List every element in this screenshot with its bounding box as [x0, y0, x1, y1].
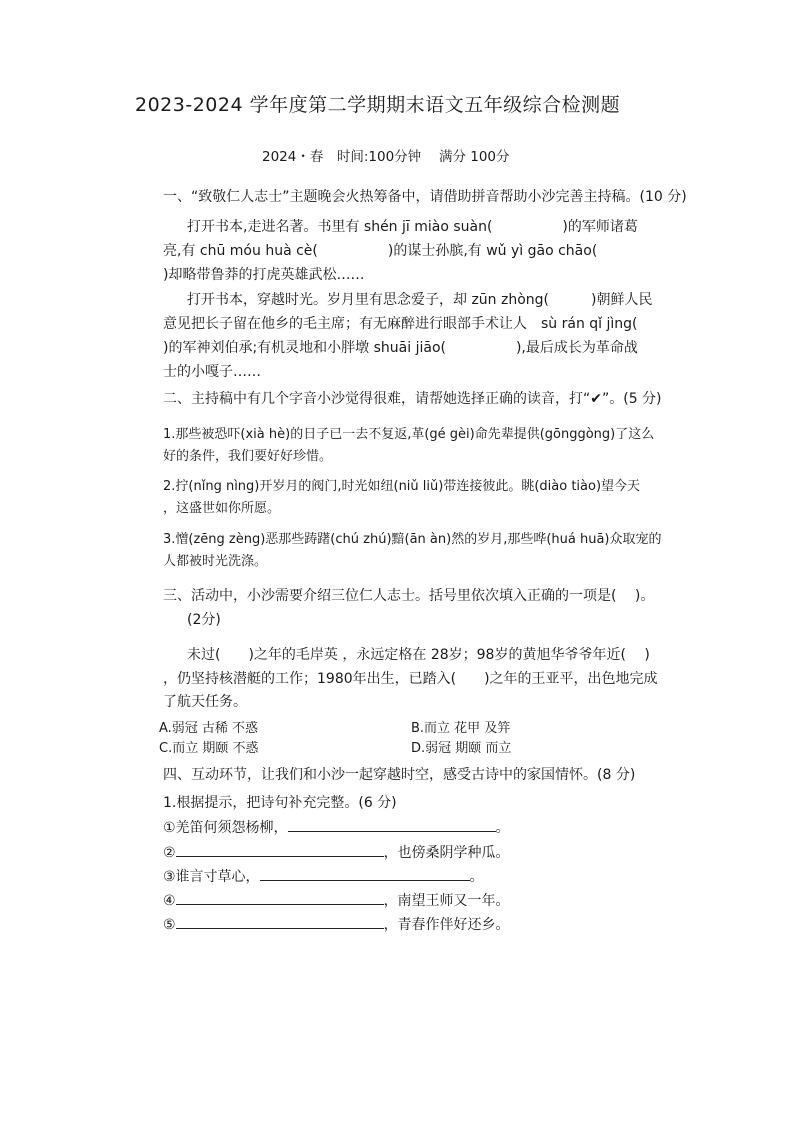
section-4-header: 四、互动环节，让我们和小沙一起穿越时空，感受古诗中的家国情怀。(8 分): [163, 767, 636, 783]
section-2-header: 二、主持稿中有几个字音小沙觉得很难，请帮她选择正确的读音，打“✔”。(5 分): [163, 391, 662, 407]
section-1-header: 一、“致敬仁人志士”主题晚会火热筹备中，请借助拼音帮助小沙完善主持稿。(10 分): [163, 189, 687, 205]
section-3-line: 未过( )之年的毛岸英 ，永远定格在 28岁；98岁的黄旭华爷爷年近( ): [187, 647, 650, 663]
section-2-item: 2.拧(nǐng nìng)开岁月的阀门,时光如纽(niǔ liǔ)带连接彼此。眺(diào tiào)望今天: [163, 479, 641, 494]
option-c[interactable]: C.而立 期颐 不惑: [159, 741, 259, 756]
answer-blank[interactable]: [176, 890, 384, 905]
section-2-item: 好的条件，我们要好好珍惜。: [163, 449, 333, 464]
exam-info: 2024・春 时间:100分钟 满分 100分: [262, 149, 510, 165]
option-d[interactable]: D.弱冠 期颐 而立: [411, 741, 512, 756]
answer-blank[interactable]: [176, 842, 384, 857]
option-b[interactable]: B.而立 花甲 及笄: [411, 721, 511, 736]
poem-line-5: ⑤ ，青春作伴好还乡。: [163, 914, 510, 935]
poem-line-4: ④ ，南望王师又一年。: [163, 890, 510, 911]
page-title: 2023-2024 学年度第二学期期末语文五年级综合检测题: [135, 94, 621, 116]
section-2-item: ，这盛世如你所愿。: [163, 501, 281, 516]
section-3-line: ，仍坚持核潜艇的工作；1980年出生，已踏入( )之年的王亚平，出色地完成: [163, 671, 658, 687]
section-1-line: 意见把长子留在他乡的毛主席；有无麻醉进行眼部手术让人 sù rán qǐ jìng(: [163, 316, 638, 332]
answer-blank[interactable]: [176, 914, 384, 929]
section-3-line: 了航天任务。: [163, 694, 247, 710]
answer-blank[interactable]: [260, 866, 470, 881]
section-2-item: 3.憎(zēng zèng)恶那些踌躇(chú zhú)黯(ān àn)然的岁月,那些哗(huá huā)众取宠的: [163, 532, 662, 547]
answer-blank[interactable]: [288, 817, 496, 832]
section-3-points: (2分): [187, 612, 221, 628]
section-1-line: )的军神刘伯承;有机灵地和小胖墩 shuāi jiāo( ),最后成长为革命战: [163, 340, 638, 356]
section-1-line: 打开书本,走进名著。书里有 shén jī miào suàn( )的军师诸葛: [187, 219, 638, 235]
section-3-header: 三、活动中，小沙需要介绍三位仁人志士。括号里依次填入正确的一项是( )。: [163, 588, 655, 604]
section-1-line: )却略带鲁莽的打虎英雄武松……: [163, 267, 365, 283]
poem-line-2: ② ，也傍桑阴学种瓜。: [163, 842, 510, 863]
option-a[interactable]: A.弱冠 古稀 不惑: [159, 721, 259, 736]
poem-line-3: ③谁言寸草心， 。: [163, 866, 484, 887]
poem-line-1: ①羌笛何须怨杨柳， 。: [163, 817, 510, 838]
section-1-line: 打开书本，穿越时光。岁月里有思念爱子，却 zūn zhòng( )朝鲜人民: [187, 292, 653, 308]
section-1-line: 士的小嘎子……: [163, 364, 261, 380]
question-1: 1.根据提示，把诗句补充完整。(6 分): [163, 795, 397, 811]
section-2-item: 人都被时光洗涤。: [163, 554, 268, 569]
section-1-line: 亮,有 chū móu huà cè( )的谋士孙膑,有 wǔ yì gāo chāo(: [163, 243, 598, 259]
section-2-item: 1.那些被恐吓(xià hè)的日子已一去不复返,革(gé gèi)命先辈提供(gōnggòng)了这么: [163, 427, 655, 442]
